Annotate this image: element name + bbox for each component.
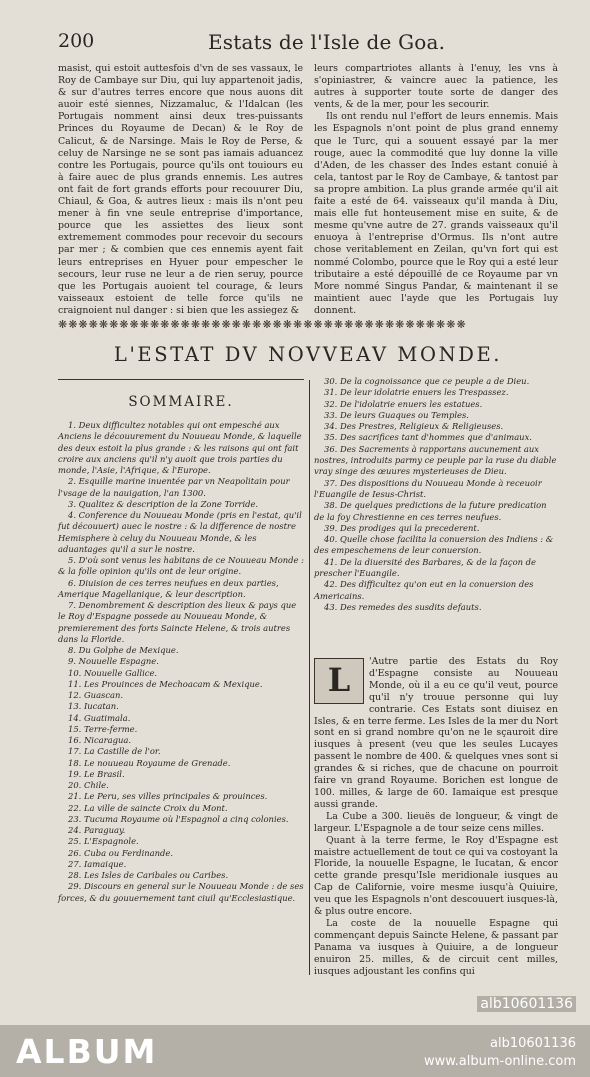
- section-title: L'ESTAT DV NOVVEAV MONDE.: [113, 343, 503, 366]
- body-paragraph-2: La Cube a 300. lieuës de longueur, & vingt de largeur. L'Espagnole a de tour seize cens milles.: [314, 810, 558, 834]
- sommaire-item: 18. Le nouueau Royaume de Grenade.: [68, 757, 231, 768]
- sommaire-item: 26. Cuba ou Ferdinande.: [68, 847, 174, 858]
- sommaire-item: 35. Des sacrifices tant d'hommes que d'animaux.: [324, 432, 532, 443]
- top-left-column: [58, 63, 303, 316]
- sommaire-item: 25. L'Espagnole.: [68, 836, 139, 847]
- sommaire-list-left: [58, 420, 304, 904]
- sommaire-item: 37. Des dispositions du Nouueau Monde à receuoir l'Euangile de Iesus-Christ.: [314, 477, 542, 499]
- sommaire-item: 30. De la cognoissance que ce peuple a de Dieu.: [324, 376, 530, 386]
- sommaire-heading: SOMMAIRE.: [128, 394, 234, 410]
- top-right-paragraph-1: leurs compartriotes allants à l'enuy, les vns à s'opiniastrer, & vaincre auec la patience, les autres à supporter toute sorte de danger des vents, & de la mer, pour les secourir.: [314, 63, 558, 111]
- sommaire-item: 2. Esquille marine inuentée par vn Neapolitain pour l'vsage de la nauigation, l'an 1300.: [58, 476, 290, 498]
- sommaire-item: 33. De leurs Guaques ou Temples.: [324, 409, 469, 420]
- sommaire-item: 23. Tucuma Royaume où l'Espagnol a cinq colonies.: [68, 813, 289, 824]
- sommaire-item: 43. Des remedes des susdits defauts.: [324, 601, 482, 612]
- sommaire-item: 13. Iucatan.: [68, 701, 119, 712]
- column-divider: [309, 380, 310, 975]
- sommaire-item: 14. Guatimala.: [68, 712, 131, 723]
- sommaire-item: 38. De quelques predictions de la future predication de la foy Chrestienne en ces terres neufues.: [314, 500, 547, 522]
- sommaire-item: 8. Du Golphe de Mexique.: [68, 645, 179, 655]
- page-header: [58, 30, 558, 56]
- sommaire-item: 39. Des prodiges qui la precederent.: [324, 522, 480, 533]
- image-id-label: alb10601136: [477, 996, 576, 1012]
- sommaire-item: 3. Qualitez & description de la Zone Torride.: [68, 498, 259, 509]
- sommaire-item: 5. D'où sont venus les habitans de ce Nouueau Monde : & la folle opinion qu'ils ont de leur origine.: [58, 555, 304, 577]
- sommaire-item: 29. Discours en general sur le Nouueau Monde : de ses forces, & du gouuernement tant ciuil qu'Ecclesiastique.: [58, 881, 304, 903]
- sommaire-item: 12. Guascan.: [68, 690, 124, 700]
- sommaire-list-right: [314, 376, 558, 613]
- sommaire-item: 19. Le Brasil.: [68, 768, 125, 779]
- sommaire-item: 11. Les Prouinces de Mechoacam & Mexique.: [68, 678, 263, 689]
- dropcap-letter: L: [314, 658, 364, 704]
- sommaire-item: 1. Deux difficultez notables qui ont empesché aux Anciens le découurement du Nouueau Monde, & laquelle des deux estoit la plus grande : & les raisons qui ont fait croire aux anciens qu'il n'y auoit que trois parties du monde, l'Asie, l'Afrique, & l'Europe.: [58, 420, 302, 475]
- sommaire-rule: [58, 379, 304, 380]
- sommaire-item: 17. La Castille de l'or.: [68, 746, 161, 757]
- top-right-paragraph-2: Ils ont rendu nul l'effort de leurs ennemis. Mais les Espagnols n'ont point de plus grand ennemy que le Turc, qui a souuent essayé par la mer rouge, auec la commodité que luy donne la ville d'Aden, de les chasser des Indes estant conuié à cela, tantost par le Roy de Cambaye, & tantost par sa propre ambition. La plus grande armée qu'il ait faite a esté de 64. vaisseaux qu'il manda à Diu, mais elle fut honteusement mise en suite, & de mesme qu'vne autre de 27. grands vaisseaux qu'il enuoya à l'entreprise d'Ormus. Ils n'ont autre chose veritablement en Zeilan, qu'vn fort qui est nommé Colombo, pource que le Roy qui a esté leur tributaire a esté dépouillé de ce Royaume par vn More nommé Singus Pandar, & maintenant il se maintient auec l'ayde que les Portugais luy donnent.: [314, 111, 558, 316]
- body-paragraph-3: Quant à la terre ferme, le Roy d'Espagne est maistre actuellement de tout ce qui va costoyant la Floride, la nouuelle Espagne, le Iucatan, & encor cette grande presqu'Isle meridionale iusques au Cap de Californie, voire mesme iusqu'à Quiuire, veu que les Espagnols n'ont descouuert iusques-là, & plus outre encore.: [314, 834, 558, 918]
- sommaire-item: 24. Paraguay.: [68, 825, 126, 835]
- sommaire-item: 41. De la diuersité des Barbares, & de la façon de prescher l'Euangile.: [314, 556, 536, 579]
- sommaire-item: 32. De l'idolatrie enuers les estatues.: [324, 398, 483, 409]
- album-logo: ALBUM: [16, 1032, 158, 1071]
- sommaire-item: 10. Nouuelle Gallice.: [68, 667, 158, 678]
- sommaire-item: 42. Des difficultez qu'on eut en la conuersion des Americains.: [314, 579, 534, 601]
- sommaire-item: 28. Les Isles de Caribales ou Caribes.: [68, 870, 229, 880]
- page-number: 200: [58, 30, 95, 52]
- sommaire-item: 7. Denombrement & description des lieux & pays que le Roy d'Espagne possede au Nouueau Monde, & premierement des forts Saincte Helene, & trois autres dans la Floride.: [58, 600, 297, 644]
- sommaire-item: 31. De leur idolatrie enuers les Trespassez.: [324, 387, 509, 398]
- top-left-paragraph: masist, qui estoit auttesfois d'vn de ses vassaux, le Roy de Cambaye sur Diu, qui luy appartenoit jadis, & sur d'autres terres encore que nous auons dit auoir esté siennes, Nizzamaluc, & l'Idalcan (les Portugais nomment ainsi deux tres-puissants Princes du Royaume de Decan) & le Roy de Calicut, & de Narsinge. Mais le Roy de Perse, & celuy de Narsinge ne se sont pas iamais aduancez contre les Portugais, pource qu'ils ont touiours eu à faire auec de plus grands ennemis. Les autres ont fait de fort grands efforts pour recouurer Diu, Chiaul, & Goa, & autres lieux : mais ils n'ont peu mener à fin vne seule entreprise d'importance, pource que les assiettes des lieux sont extremement commodes pour recevoir du secours par mer ; & combien que ces ennemis ayent fait leurs entreprises en Hyuer pour empescher le secours, leur ruse ne leur a de rien seruy, pource que les Portugais auoient tel courage, & leurs vaisseaux estoient de telle force qu'ils ne craignoient nul danger : si bien que les assiegez &: [58, 63, 303, 316]
- sommaire-item: 20. Chile.: [68, 780, 109, 790]
- sommaire-item: 15. Terre-ferme.: [68, 723, 138, 734]
- top-right-column: [314, 63, 558, 316]
- sommaire-item: 34. Des Prestres, Religieux & Religieuses.: [324, 421, 504, 432]
- sommaire-item: 21. Le Peru, ses villes principales & prouinces.: [68, 791, 268, 802]
- body-paragraph-4: La coste de la nouuelle Espagne qui commençant depuis Saincte Helene, & passant par Panama va iusques à Quiuire, a de longueur enuiron 25. milles, & de circuit cent milles, iusques adjoustant les confins qui: [314, 917, 558, 977]
- running-head: Estats de l'Isle de Goa.: [208, 30, 446, 54]
- reference-code: alb10601136: [490, 1036, 576, 1051]
- body-text: [314, 656, 558, 977]
- reference-url: www.album-online.com: [423, 1054, 576, 1069]
- ornament-divider: ❋❋❋❋❋❋❋❋❋❋❋❋❋❋❋❋❋❋❋❋❋❋❋❋❋❋❋❋❋❋❋❋❋❋❋❋❋❋❋❋: [58, 318, 467, 331]
- sommaire-item: 6. Diuision de ces terres neufues en deux parties, Amerique Magellanique, & leur description.: [58, 577, 279, 599]
- sommaire-item: 9. Nouuelle Espagne.: [68, 656, 159, 667]
- sommaire-item: 16. Nicaragua.: [68, 735, 132, 745]
- sommaire-item: 4. Conference du Nouueau Monde (pris en l'estat, qu'il fut découuert) auec le nostre : & la difference de nostre Hemisphere à celuy du Nouueau Monde, & les aduantages qu'il a sur le nostre.: [58, 510, 302, 554]
- body-paragraph-1: 'Autre partie des Estats du Roy d'Espagne consiste au Nouueau Monde, où il a eu ce qu'il veut, pource qu'il n'y trouue personne qui luy contrarie. Ces Estats sont diuisez en Isles, & en terre ferme. Les Isles de la mer du Nort sont en si grand nombre qu'on ne le sçauroit dire iusques à present (veu que les seules Lucayes passent le nombre de 400. & quelques vnes sont si grandes & si riches, que de chacune on pourroit faire vn grand Royaume. Borichen est longue de 100. milles, & large de 60. Iamaique est presque aussi grande.: [314, 656, 558, 810]
- sommaire-item: 36. Des Sacrements à rapportans aucunement aux nostres, introduits parmy ce peuple par la ruse du diable vray singe des œuures mysterieuses de Dieu.: [314, 443, 557, 477]
- sommaire-item: 40. Quelle chose facilita la conuersion des Indiens : & des empeschemens de leur conuersion.: [314, 534, 554, 556]
- sommaire-item: 22. La ville de saincte Croix du Mont.: [68, 802, 228, 813]
- sommaire-item: 27. Iamaique.: [68, 858, 127, 869]
